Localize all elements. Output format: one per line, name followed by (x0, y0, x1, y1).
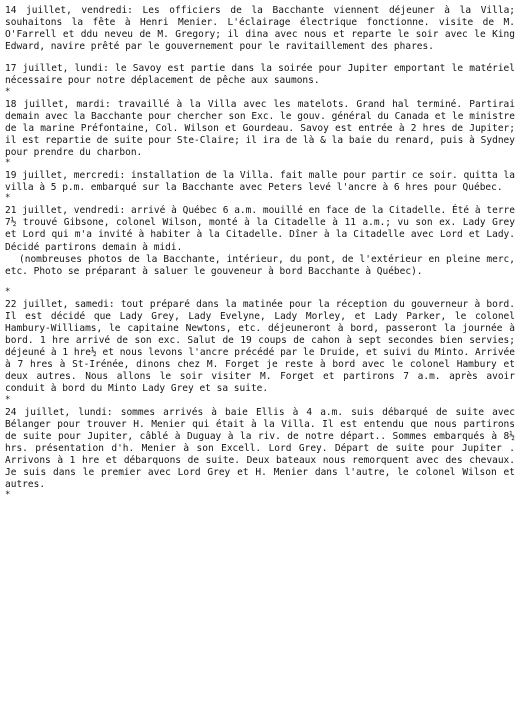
diary-entry-24-juillet (5, 407, 515, 492)
separator-star: * (5, 394, 11, 405)
separator-star: * (5, 193, 11, 204)
separator-star: * (5, 286, 11, 297)
entry-text (5, 5, 515, 53)
entry-body: installation de la Villa. fait malle pour partir ce soir. quitta la villa à 5 p.m. embarqué sur la Bacchante avec Peters levé l'ancre à 6 hres pour Québec. (5, 170, 515, 194)
diary-entry-22-juillet (5, 299, 515, 396)
separator-star: * (5, 490, 11, 501)
entry-body: arrivé à Québec 6 a.m. mouillé en face de la Citadelle. Été à terre 7½ trouvé Gibsone, colonel Wilson, monté à la Citadelle à 11 a.m.; vu son ex. Lady Grey et Lord qui m'a invité à habiter à la Citadelle. Dîner à la Citadelle avec Lord et Lady. Décidé partirons demain à midi. (5, 205, 515, 253)
entry-body: sommes arrivés à baie Ellis à 4 a.m. suis débarqué de suite avec Bélanger pour trouver H. Menier qui était à la Villa. Il est entendu que nous partirons de suite pour Jupiter, câblé à Duguay à la riv. de notre départ.. Sommes embarqués à 8½ hrs. présentation d'h. Menier à son Excell. Lord Grey. Départ de suite pour Jupiter . Arrivons à 1 hre et débarquons de suite. Deux bateaux nous remorquent avec des chevaux. Je suis dans le premier avec Lord Grey et H. Menier dans l'autre, le colonel Wilson et autres. (5, 406, 515, 491)
diary-entry-21-juillet (5, 205, 515, 278)
entry-date: 22 juillet, samedi: (5, 298, 115, 310)
entry-note: (nombreuses photos de la Bacchante, intérieur, du pont, de l'extérieur en pleine merc, etc. Photo se préparant à saluer le gouveneur à bord Bacchante à Québec). (5, 253, 515, 277)
entry-date: 24 juillet, lundi: (5, 406, 113, 418)
entry-body: Les officiers de la Bacchante viennent déjeuner à la Villa; souhaitons la fête à Henri Menier. L'éclairage électrique fonctionne. visite de M. O'Farrell et ddu neveu de M. Gregory; il dina avec nous et reparte le soir avec le King Edward, navire prêté par le gouvernement pour le ravitaillement des phares. (5, 5, 516, 53)
entry-date: 18 juillet, mardi: (5, 98, 111, 110)
entry-text (5, 99, 515, 159)
entry-body: le Savoy est partie dans la soirée pour Jupiter emportant le matériel nécessaire pour notre déplacement de pêche aux saumons. (5, 63, 515, 87)
separator-star: * (5, 158, 11, 169)
diary-entry-19-juillet (5, 170, 515, 194)
entry-text (5, 407, 515, 492)
entry-body: tout préparé dans la matinée pour la réception du gouverneur à bord. Il est décidé que Lady Grey, Lady Evelyne, Lady Morley, et Lady Parker, le colonel Hambury-Williams, le capitaine Newtons, etc. déjeuneront à bord, passeront la journée à bord. 1 hre arrivé de son exc. Salut de 19 coups de cahon à sept secondes bien servies; déjeuné à 1 hre½ et nous levons l'ancre précédé par le Druide, et suivi du Minto. Arrivée à 7 hres à St-Irénée, dinons chez M. Forget je reste à bord avec le colonel Hambury et deux autres. Nous allons le soir visiter M. Forget et partirons 7 a.m. après avoir conduit à bord du Minto Lady Grey et sa suite. (5, 298, 515, 395)
diary-entry-18-juillet (5, 99, 515, 159)
entry-date: 17 juillet, lundi: (5, 63, 109, 75)
entry-date: 19 juillet, mercredi: (5, 170, 126, 182)
entry-text (5, 205, 515, 253)
separator-star: * (5, 86, 11, 97)
entry-body: travaillé à la Villa avec les matelots. Grand hal terminé. Partirai demain avec la Bacchante pour chercher son Exc. le gouv. général du Canada et le ministre de la marine Préfontaine, Col. Wilson et Gourdeau. Savoy est entrée à 2 hres de Jupiter; il est repartie de suite pour Ste-Claire; il ira de là & la baie du renard, puis à Sydney pour prendre du charbon. (5, 98, 515, 158)
entry-text (5, 170, 515, 194)
entry-date: 14 juillet, vendredi: (5, 5, 133, 16)
diary-entry-14-juillet (5, 5, 515, 53)
diary-entry-17-juillet (5, 63, 515, 87)
entry-text (5, 299, 515, 396)
entry-date: 21 juillet, vendredi: (5, 205, 126, 217)
entry-text (5, 63, 515, 87)
